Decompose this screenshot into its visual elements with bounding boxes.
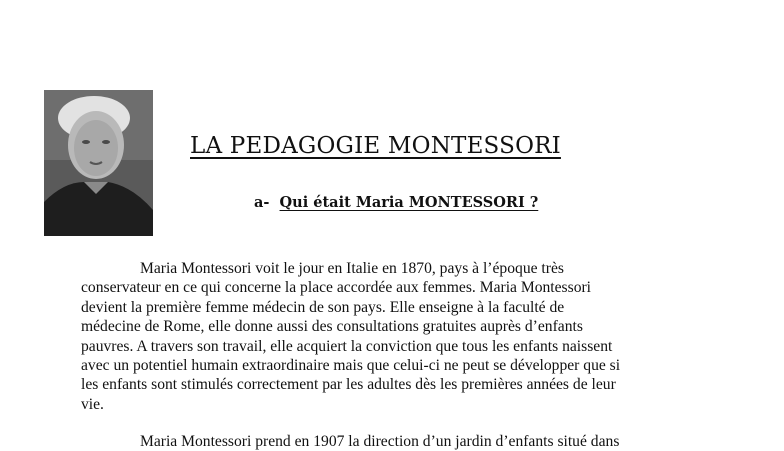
- document-title: LA PEDAGOGIE MONTESSORI: [190, 133, 561, 159]
- paragraph-2: [81, 432, 701, 451]
- paragraph-line: les enfants sont stimulés correctement par les adultes dès les premières années de leur: [81, 376, 616, 394]
- paragraph-line: vie.: [81, 395, 104, 413]
- portrait-photo: [44, 90, 153, 236]
- paragraph-line: médecine de Rome, elle donne aussi des consultations gratuites auprès d’enfants: [81, 318, 583, 336]
- portrait-illustration: [44, 90, 153, 236]
- paragraph-line: conservateur en ce qui concerne la place accordée aux femmes. Maria Montessori: [81, 279, 592, 297]
- section-heading: [254, 194, 538, 211]
- section-heading-text: Qui était Maria MONTESSORI ?: [279, 194, 539, 211]
- paragraph-line: avec un potentiel humain extraordinaire mais que celui-ci ne peut se développer que si: [81, 357, 621, 375]
- section-marker: a-: [254, 194, 270, 211]
- paragraph-1: [81, 259, 701, 414]
- paragraph-line: Maria Montessori voit le jour en Italie en 1870, pays à l’époque très: [140, 260, 564, 277]
- paragraph-line: Maria Montessori prend en 1907 la direction d’un jardin d’enfants situé dans: [140, 433, 620, 450]
- paragraph-line: devient la première femme médecin de son pays. Elle enseigne à la faculté de: [81, 298, 565, 316]
- paragraph-line: pauvres. A travers son travail, elle acquiert la conviction que tous les enfants naissent: [81, 337, 613, 355]
